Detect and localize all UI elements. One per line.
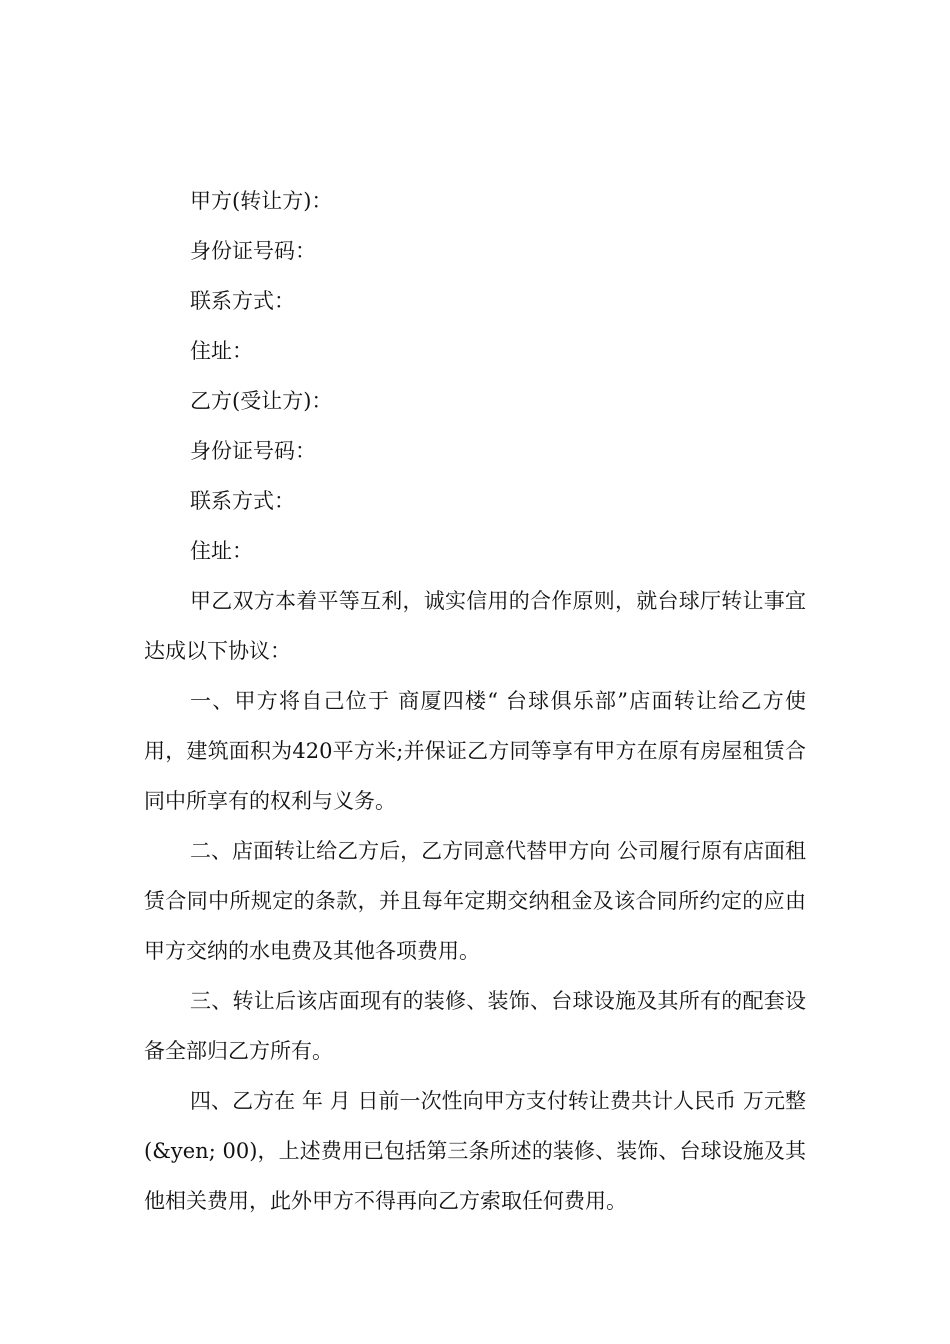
party-b-contact: 联系方式： xyxy=(190,489,295,513)
clause-2-paragraph: 二、店面转让给乙方后，乙方同意代替甲方向 公司履行原有店面租赁合同中所规定的条款，并且每年定期交纳租金及该合同所约定的应由甲方交纳的水电费及其他各项费用。 xyxy=(144,839,806,963)
intro-paragraph: 甲乙双方本着平等互利，诚实信用的合作原则，就台球厅转让事宜达成以下协议： xyxy=(144,589,806,663)
party-a-id-number: 身份证号码： xyxy=(190,239,316,263)
party-b-address: 住址： xyxy=(190,539,253,563)
clause-1-paragraph: 一、甲方将自己位于 商厦四楼“ 台球俱乐部”店面转让给乙方使用，建筑面积为420平方米;并保证乙方同等享有甲方在原有房屋租赁合同中所享有的权利与义务。 xyxy=(144,689,806,813)
agreement-body xyxy=(144,176,806,1226)
party-a-title: 甲方(转让方)： xyxy=(190,189,333,213)
clause-4-paragraph: 四、乙方在 年 月 日前一次性向甲方支付转让费共计人民币 万元整(&yen; 00)，上述费用已包括第三条所述的装修、装饰、台球设施及其他相关费用，此外甲方不得再向乙方索取任何费用。 xyxy=(144,1089,806,1213)
party-b-title: 乙方(受让方)： xyxy=(190,389,333,413)
party-b-id-number: 身份证号码： xyxy=(190,439,316,463)
party-a-contact: 联系方式： xyxy=(190,289,295,313)
party-a-address: 住址： xyxy=(190,339,253,363)
clause-3-paragraph: 三、转让后该店面现有的装修、装饰、台球设施及其所有的配套设备全部归乙方所有。 xyxy=(144,989,806,1063)
